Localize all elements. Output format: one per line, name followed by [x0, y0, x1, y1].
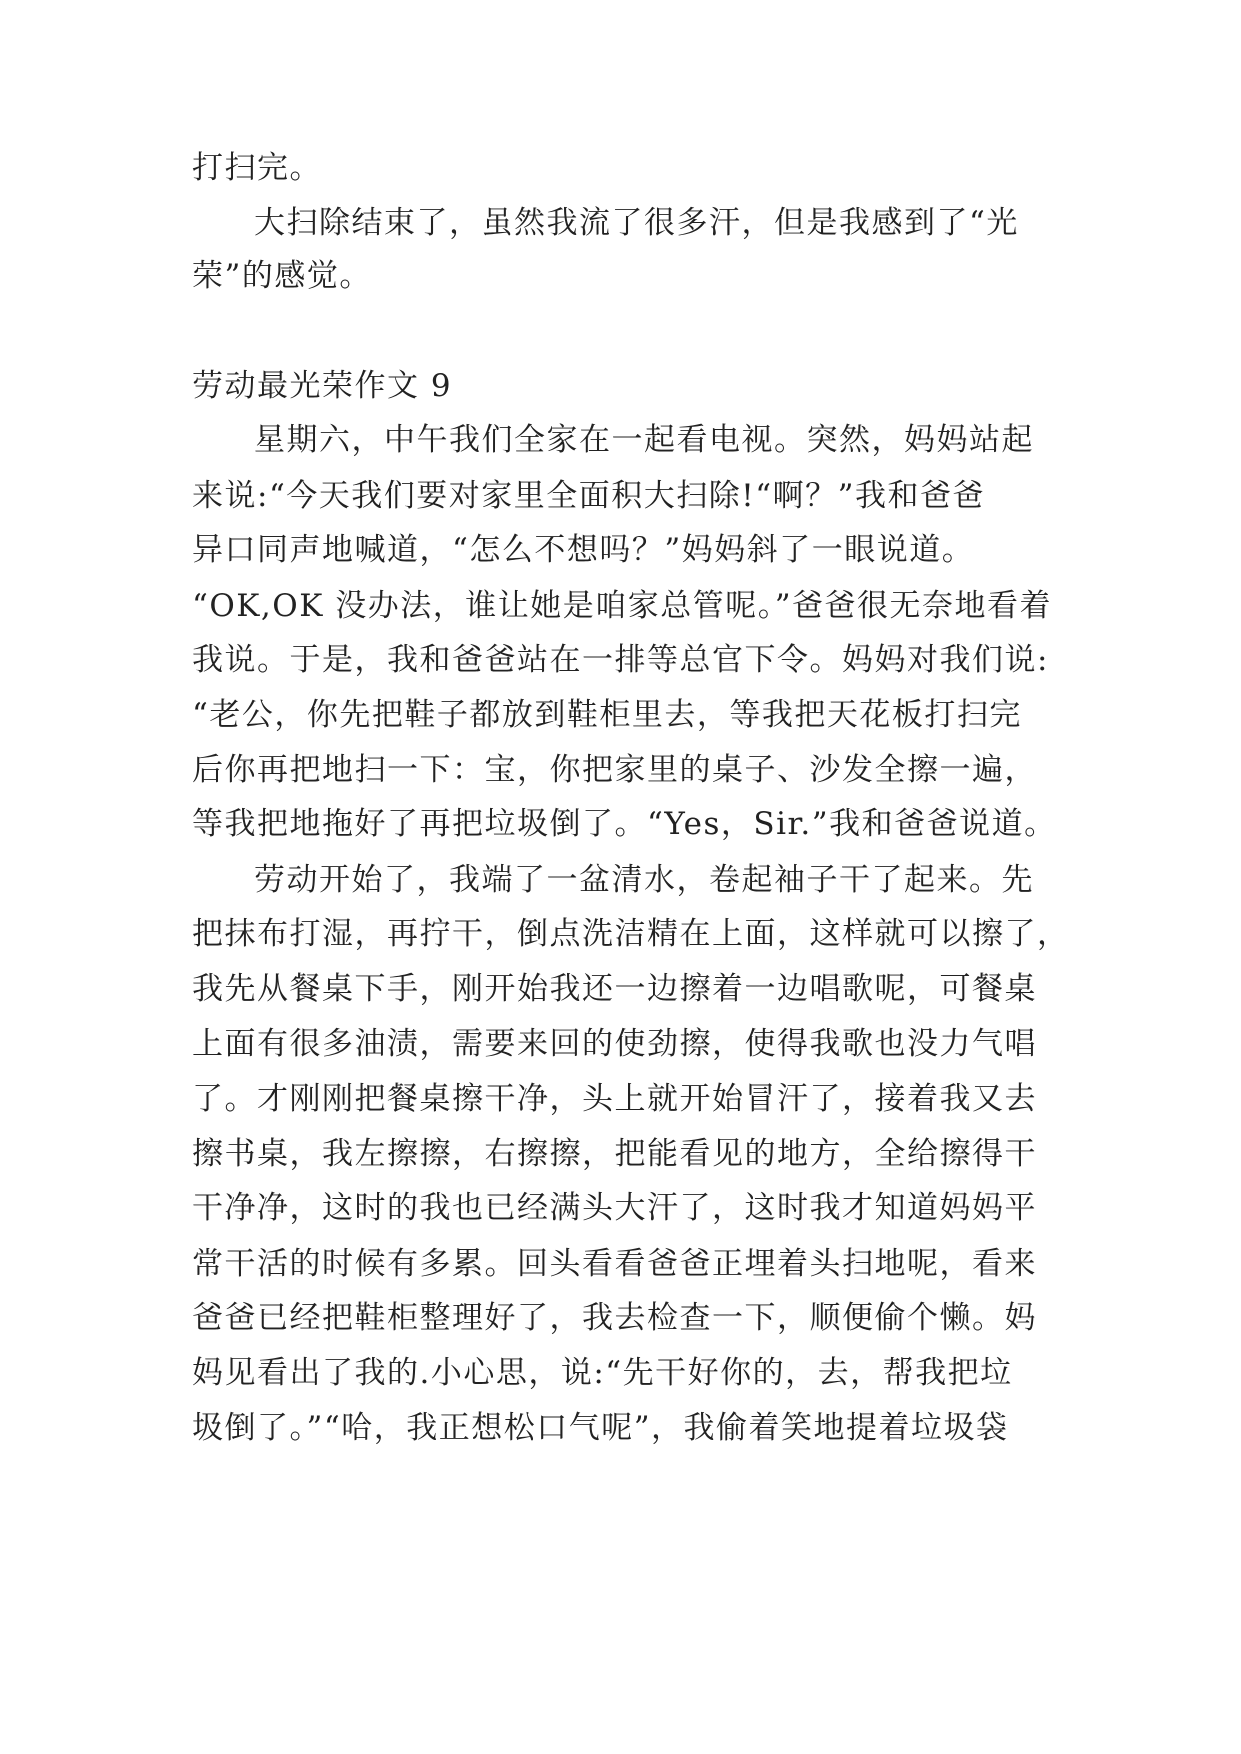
text-line: 荣”的感觉。: [192, 258, 372, 294]
text-line: 后你再把地扫一下：宝，你把家里的桌子、沙发全擦一遍，: [192, 752, 1037, 788]
text-line: “老公，你先把鞋子都放到鞋柜里去，等我把天花板打扫完: [192, 697, 1022, 733]
text-line: 把抹布打湿，再拧干，倒点洗洁精在上面，这样就可以擦了，: [192, 916, 1070, 952]
text-line: 打扫完。: [192, 150, 322, 186]
text-line: 异口同声地喊道，“怎么不想吗？”妈妈斜了一眼说道。: [192, 532, 975, 568]
text-line: 我先从餐桌下手，刚开始我还一边擦着一边唱歌呢，可餐桌: [192, 971, 1037, 1007]
section-heading: 劳动最光荣作文 9: [192, 368, 453, 404]
text-line: 擦书桌，我左擦擦，右擦擦，把能看见的地方，全给擦得干: [192, 1136, 1037, 1172]
paragraph-start: 劳动开始了，我端了一盆清水，卷起袖子干了起来。先: [254, 862, 1034, 898]
text-line: 圾倒了。”“哈，我正想松口气呢”，我偷着笑地提着垃圾袋: [192, 1410, 1009, 1446]
text-line: 常干活的时候有多累。回头看看爸爸正埋着头扫地呢，看来: [192, 1246, 1037, 1282]
text-line: 妈见看出了我的.小心思，说:“先干好你的，去，帮我把垃: [192, 1355, 1013, 1391]
text-line: 了。才刚刚把餐桌擦干净，头上就开始冒汗了，接着我又去: [192, 1081, 1037, 1117]
text-line: 干净净，这时的我也已经满头大汗了，这时我才知道妈妈平: [192, 1190, 1037, 1226]
text-line: 我说。于是，我和爸爸站在一排等总官下令。妈妈对我们说:: [192, 642, 1049, 678]
text-line: “OK,OK 没办法，谁让她是咱家总管呢。”爸爸很无奈地看着: [192, 588, 1053, 624]
paragraph-start: 大扫除结束了，虽然我流了很多汗，但是我感到了“光: [254, 205, 1019, 241]
text-line: 上面有很多油渍，需要来回的使劲擦，使得我歌也没力气唱: [192, 1026, 1037, 1062]
text-line: 来说:“今天我们要对家里全面积大扫除!“啊？”我和爸爸: [192, 478, 985, 514]
text-line: 爸爸已经把鞋柜整理好了，我去检查一下，顺便偷个懒。妈: [192, 1300, 1037, 1336]
paragraph-start: 星期六，中午我们全家在一起看电视。突然，妈妈站起: [254, 422, 1034, 458]
text-line: 等我把地拖好了再把垃圾倒了。“Yes，Sir.”我和爸爸说道。: [192, 806, 1057, 842]
